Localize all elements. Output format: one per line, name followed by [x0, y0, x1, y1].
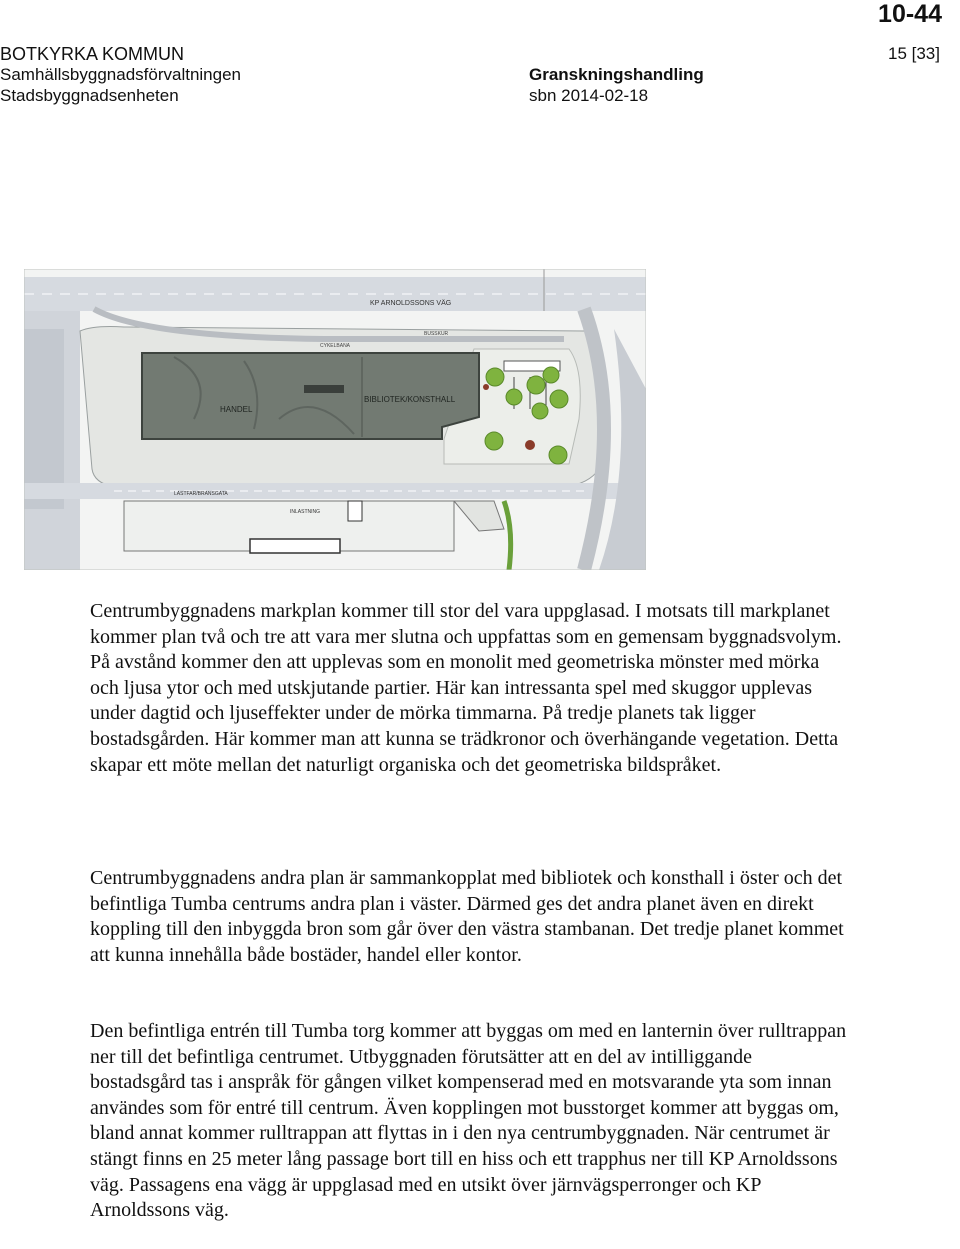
document-date: sbn 2014-02-18	[529, 86, 649, 105]
cycle-lane-label: CYKELBANA	[320, 343, 351, 349]
unit-name: Stadsbyggnadsenheten	[0, 86, 179, 105]
road-label: KP ARNOLDSSONS VÄG	[370, 300, 452, 307]
municipality-name: BOTKYRKA KOMMUN	[0, 44, 185, 64]
paragraph-text: Centrumbyggnadens andra plan är sammankopplat med bibliotek och konsthall i öster och det befintliga Tumba centrums andra plan i väster. Därmed ges det andra planet även en direkt koppling till den inbyggda bron som går över den västra stambanan. Det tredje planet kommet att kunna innehålla både bostäder, handel eller kontor.	[90, 867, 844, 966]
body-paragraph-3	[90, 1019, 850, 1224]
document-number: 10-44	[878, 0, 942, 28]
paragraph-text: Den befintliga entrén till Tumba torg kommer att byggas om med en lanternin över rulltrappan ner till det befintliga centrumet. Utbyggnaden förutsätter att en del av intilliggande bostadsgård tas i anspråk för gången vilket kompenserad med en motsvarande yta som innan användes som för entré till centrum. Även kopplingen mot busstorget kommer att byggas om, bland annat kommer rulltrappan att flyttas in i den nya centrumbyggnaden. När centrumet är stängt finns en 25 meter lång passage bort till en hiss och ett trapphus ner till KP Arnoldssons väg. Passagens ena vägg är uppglasad med en utsikt över järnvägsperronger och KP Arnoldssons väg.	[90, 1020, 847, 1222]
document-type: Granskningshandling	[529, 65, 704, 84]
bus-shelter-label: BUSSKUR	[424, 331, 449, 337]
library-label: BIBLIOTEK/KONSTHALL	[364, 395, 456, 404]
loading-label: INLASTNING	[290, 509, 321, 515]
body-paragraph-2	[90, 866, 850, 968]
loading-street-label: LASTFAR/BRANSGATA	[174, 491, 228, 497]
paragraph-text: Centrumbyggnadens markplan kommer till stor del vara uppglasad. I motsats till markplanet kommer plan två och tre att vara mer slutna och uppfattas som en gemensam byggnadsvolym. På avstånd kommer den att upplevas som en monolit med geometriska mönster med mörka och ljusa ytor och med utskjutande partier. Här kan intressanta spel med skuggor upplevas under dagtid och ljuseffekter under de mörka timmarna. På tredje planets tak ligger bostadsgården. Här kommer man att kunna se trädkronor och överhängande vegetation. Detta skapar ett möte mellan det naturligt organiska och det geometriska bildspråket.	[90, 600, 842, 776]
body-paragraph-1	[90, 599, 850, 778]
shop-label: HANDEL	[220, 405, 253, 414]
site-plan-illustration	[24, 269, 646, 570]
department-name: Samhällsbyggnadsförvaltningen	[0, 65, 241, 84]
page-number: 15 [33]	[888, 44, 940, 63]
